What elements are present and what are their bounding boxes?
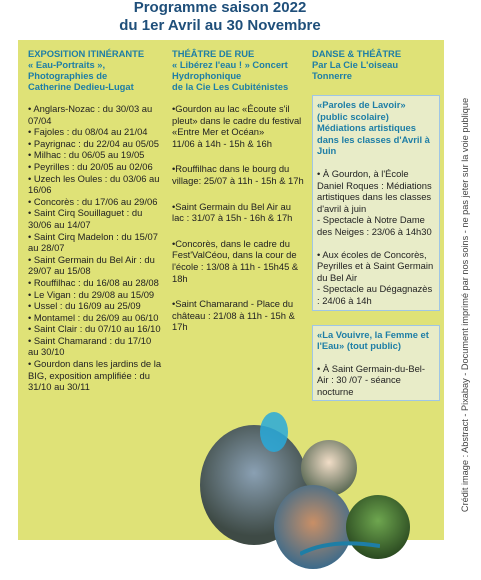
list-item: • Peyrilles : du 20/05 au 02/06: [28, 160, 153, 172]
list-item: • Anglars-Nozac : du 30/03 au 07/04: [28, 103, 153, 126]
list-item: •Saint Germain du Bel Air au lac : 31/07 à 15h - 16h & 17h: [172, 200, 293, 224]
list-item: • Saint Clair : du 07/10 au 16/10: [28, 323, 161, 335]
season-dates: du 1er Avril au 30 Novembre: [119, 17, 321, 34]
flyer-panel: [18, 40, 444, 540]
exhibition-column: [28, 48, 164, 393]
list-item: •Saint Chamarand - Place du château : 21/08 à 11h - 15h & 17h: [172, 298, 295, 333]
list-item: • Saint Cirq Souillaguet : du 30/06 au 14/07: [28, 207, 143, 230]
list-item: • Saint Chamarand : du 17/10 au 30/10: [28, 334, 152, 358]
list-item: • Saint Cirq Madelon : du 15/07 au 28/07: [28, 230, 158, 254]
image-credit: Crédit image : Abstract - Pixabay - Document imprimé par nos soins - ne pas jeter sur la voie publique: [460, 97, 470, 513]
list-item: - Spectacle au Dégagnazès : 24/06 à 14h: [317, 283, 433, 306]
list-item: • Le Vigan : du 29/08 au 15/09: [28, 288, 155, 300]
dance-theatre-heading: DANSE & THÉÂTRE Par La Cie L'oiseau Tonnerre: [312, 48, 402, 81]
list-item: •Concorès, dans le cadre du Fest'ValCéou, dans la cour de l'école : 13/08 à 11h - 15h45 & 18h: [172, 237, 299, 284]
list-item: • Saint Germain du Bel Air : du 29/07 au 15/08: [28, 253, 155, 277]
list-item: • Aux écoles de Concorès, Peyrilles et à Saint Germain du Bel Air: [317, 248, 434, 283]
list-item: • À Saint Germain-du-Bel-Air : 30 /07 - séance nocturne: [317, 362, 426, 397]
list-item: • Fajoles : du 08/04 au 21/04: [28, 126, 148, 138]
exhibition-list: [28, 103, 164, 393]
list-item: 11/06 à 14h - 15h & 16h: [172, 137, 272, 149]
drop-icon: [260, 412, 288, 452]
photo-performers: [274, 485, 352, 569]
list-item: • Montamel : du 26/09 au 06/10: [28, 311, 159, 323]
box-title: «Paroles de Lavoir» (public scolaire) Médiations artistiques dans les classes d'Avril à Juin: [317, 99, 430, 157]
list-item: • Rouffilhac : du 16/08 au 28/08: [28, 276, 159, 288]
street-theatre-heading: THÉÂTRE DE RUE « Libérez l'eau ! » Concert Hydrophonique de la Cie Les Cubiténistes: [172, 48, 289, 92]
list-item: • Concorès : du 17/06 au 29/06: [28, 195, 158, 207]
exhibition-heading: EXPOSITION ITINÉRANTE « Eau-Portraits », Photographies de Catherine Dedieu-Lugat: [28, 48, 145, 92]
list-item: •Gourdon au lac «Écoute s'il pleut» dans le cadre du festival «Entre Mer et Océan»: [172, 103, 302, 138]
list-item: - Spectacle à Notre Dame des Neiges : 23/06 à 14h30: [317, 214, 432, 237]
list-item: • Uzech les Oules : du 03/06 au 16/06: [28, 172, 160, 196]
list-item: • Payrignac : du 22/04 au 05/05: [28, 137, 159, 149]
school-program-box: [312, 95, 440, 311]
list-item: • Gourdon dans les jardins de la BIG, exposition amplifiée : du 31/10 au 30/11: [28, 358, 162, 393]
page-header: [0, 0, 440, 38]
box-title: «La Vouivre, la Femme et l'Eau» (tout public): [317, 328, 429, 352]
wave-icon: [300, 536, 380, 556]
street-theatre-column: [172, 48, 304, 333]
dance-theatre-column: [312, 48, 440, 401]
list-item: • Milhac : du 06/05 au 19/05: [28, 149, 145, 161]
season-title: Programme saison 2022: [133, 0, 307, 16]
list-item: •Rouffilhac dans le bourg du village: 25/07 à 11h - 15h & 17h: [172, 163, 304, 186]
list-item: • À Gourdon, à l'École Daniel Roques : Médiations artistiques dans les classes d'avril à juin: [317, 167, 432, 214]
list-item: • Ussel : du 16/09 au 25/09: [28, 300, 141, 312]
